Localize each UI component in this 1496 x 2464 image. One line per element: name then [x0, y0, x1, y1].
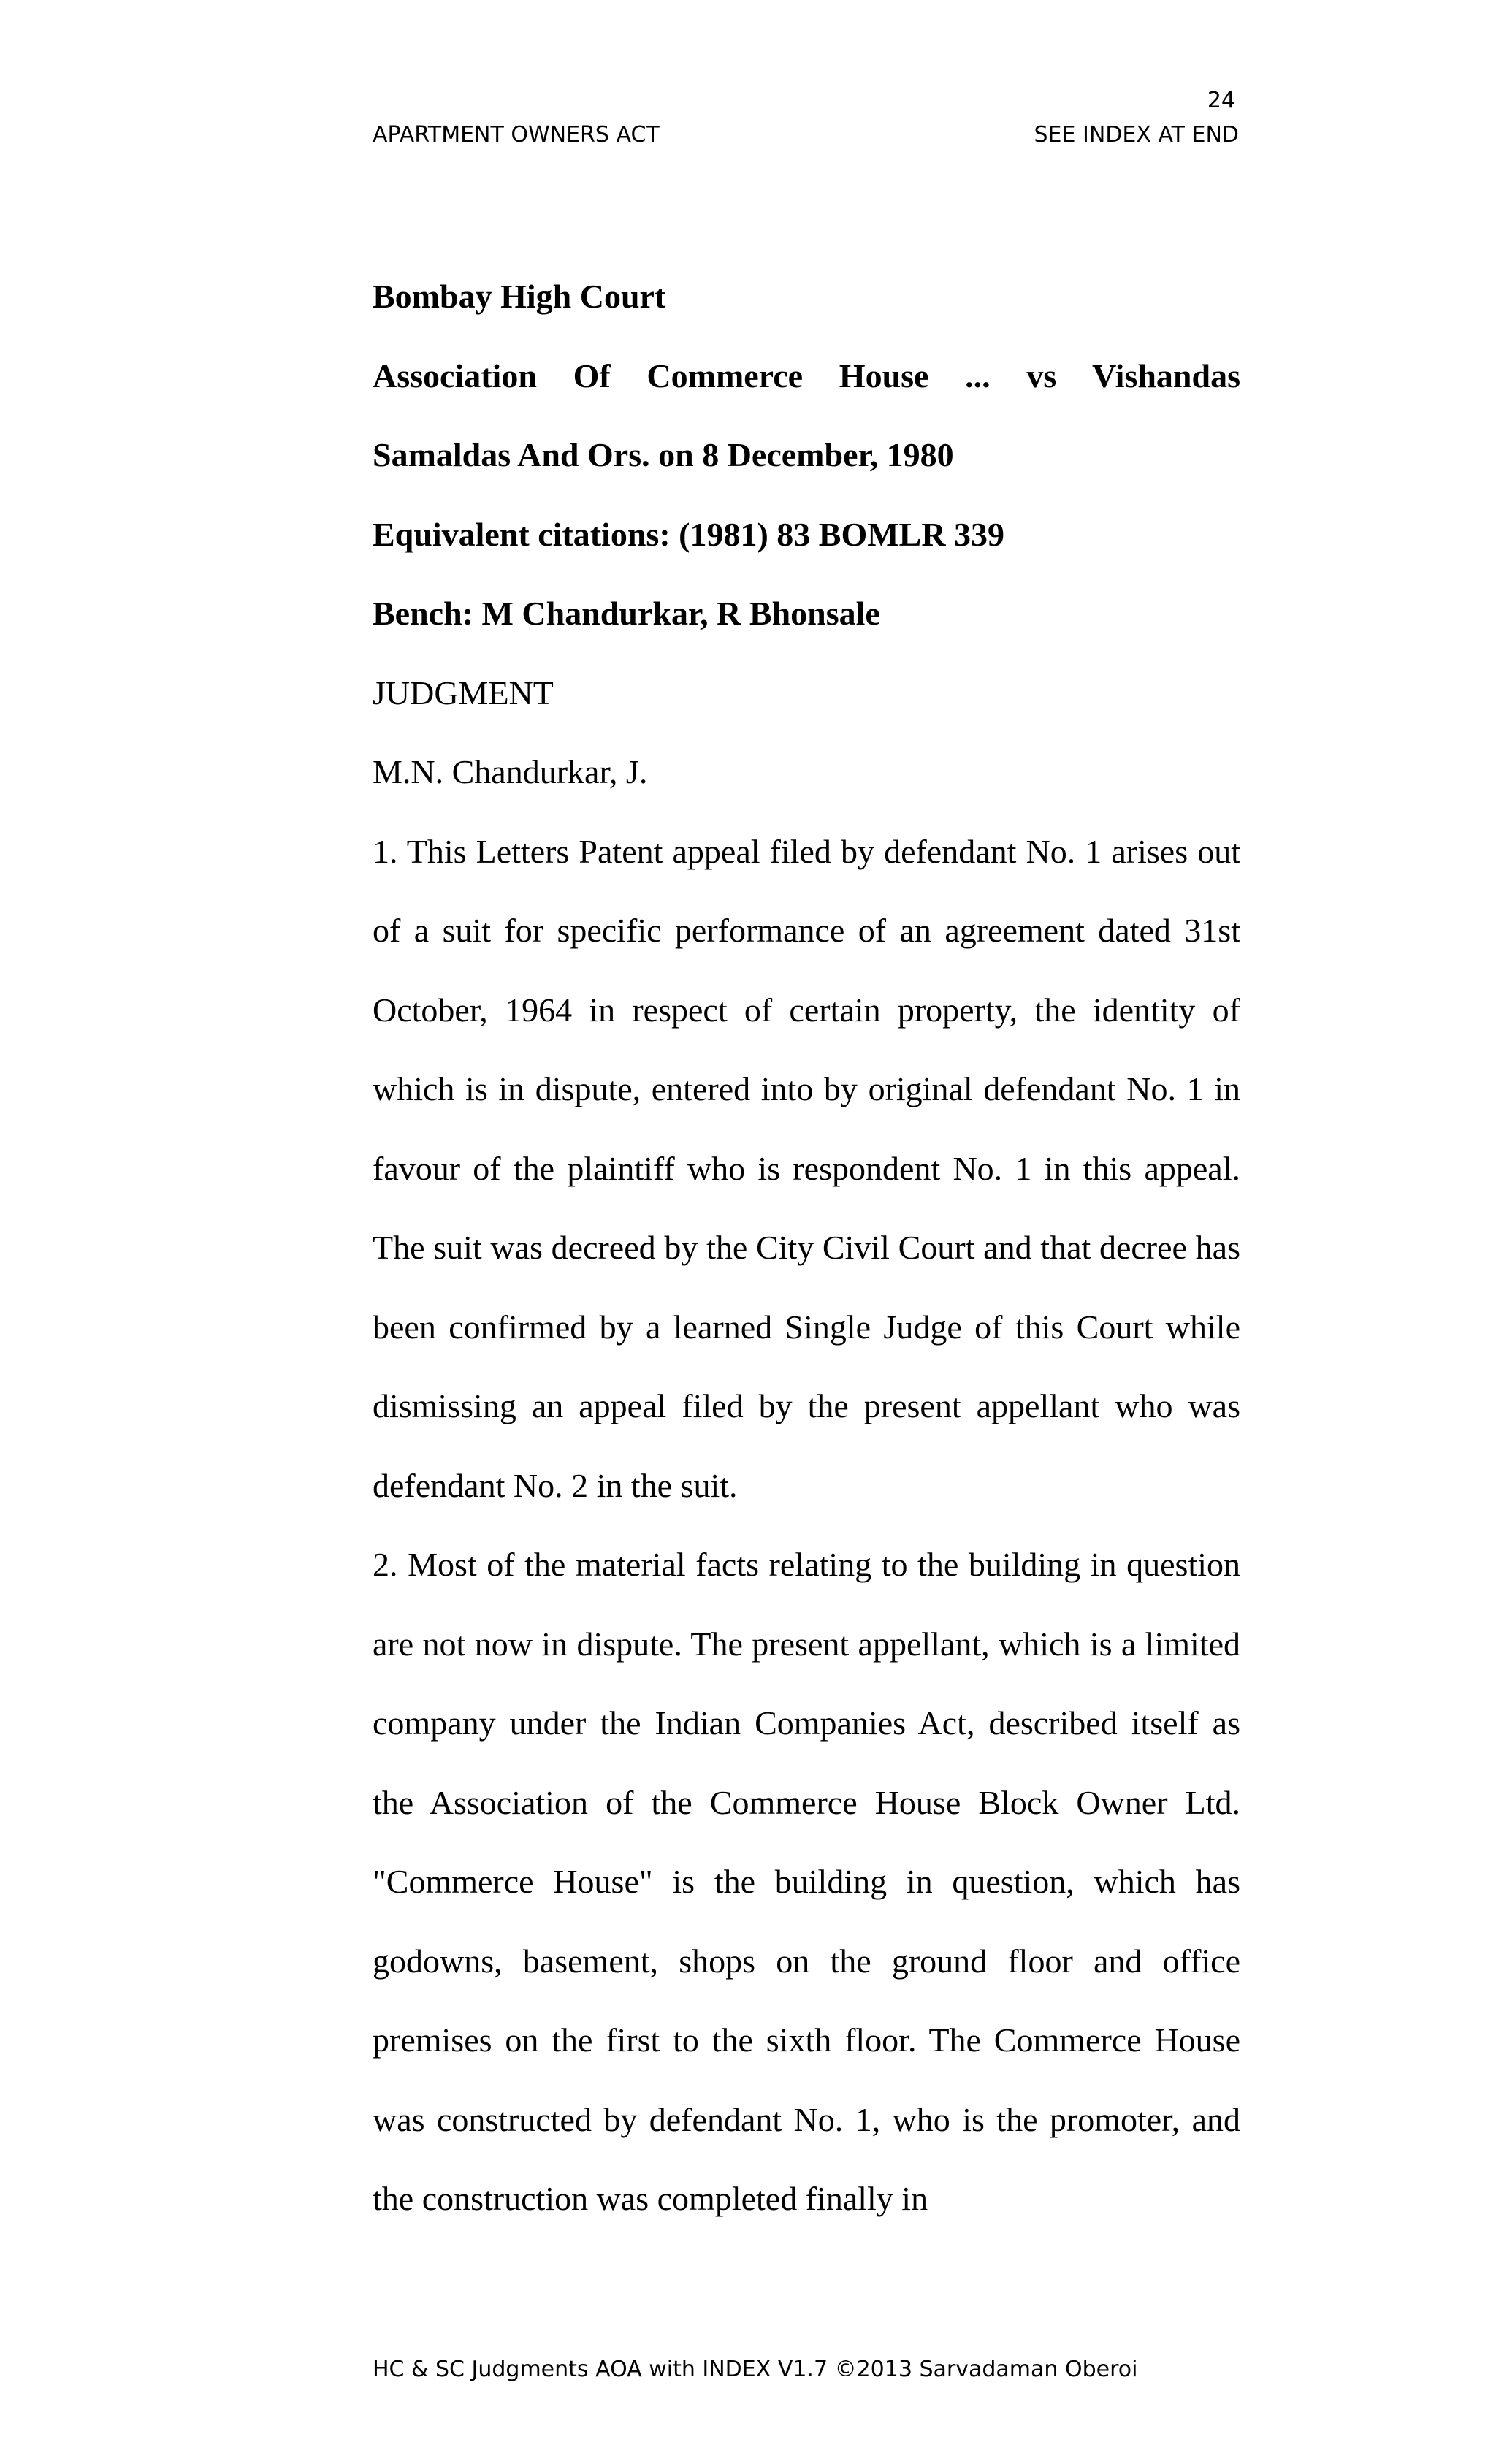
judgment-author: M.N. Chandurkar, J. [373, 753, 648, 790]
case-title-line-1: Association Of Commerce House ... vs Vishandas [373, 356, 1240, 394]
running-footer: HC & SC Judgments AOA with INDEX V1.7 ©2013 Sarvadaman Oberoi [373, 2357, 1138, 2382]
header-left-text: APARTMENT OWNERS ACT [373, 122, 660, 148]
paragraph-2: 2. Most of the material facts relating to the building in question are not now in dispute. The present appellant, which is a limited company under the Indian Companies Act, described itself as the Association of the Commerce House Block Owner Ltd. "Commerce House" is the building in question, which has godowns, basement, shops on the ground floor and office premises on the first to the sixth floor. The Commerce House was constructed by defendant No. 1, who is the promoter, and the construction was completed finally in [373, 1546, 1240, 2217]
document-body [373, 257, 1240, 2239]
header-right-text: SEE INDEX AT END [1034, 122, 1239, 148]
equivalent-citations: Equivalent citations: (1981) 83 BOMLR 339 [373, 515, 1005, 553]
court-name: Bombay High Court [373, 278, 666, 315]
page-number: 24 [1207, 88, 1235, 113]
running-header [373, 122, 1239, 148]
judgment-heading: JUDGMENT [373, 674, 554, 712]
bench: Bench: M Chandurkar, R Bhonsale [373, 595, 880, 632]
case-title-line-2: Samaldas And Ors. on 8 December, 1980 [373, 436, 954, 473]
paragraph-1: 1. This Letters Patent appeal filed by defendant No. 1 arises out of a suit for specific performance of an agreement dated 31st October, 1964 in respect of certain property, the identity of which is in dispute, entered into by original defendant No. 1 in favour of the plaintiff who is respondent No. 1 in this appeal. The suit was decreed by the City Civil Court and that decree has been confirmed by a learned Single Judge of this Court while dismissing an appeal filed by the present appellant who was defendant No. 2 in the suit. [373, 832, 1240, 1504]
